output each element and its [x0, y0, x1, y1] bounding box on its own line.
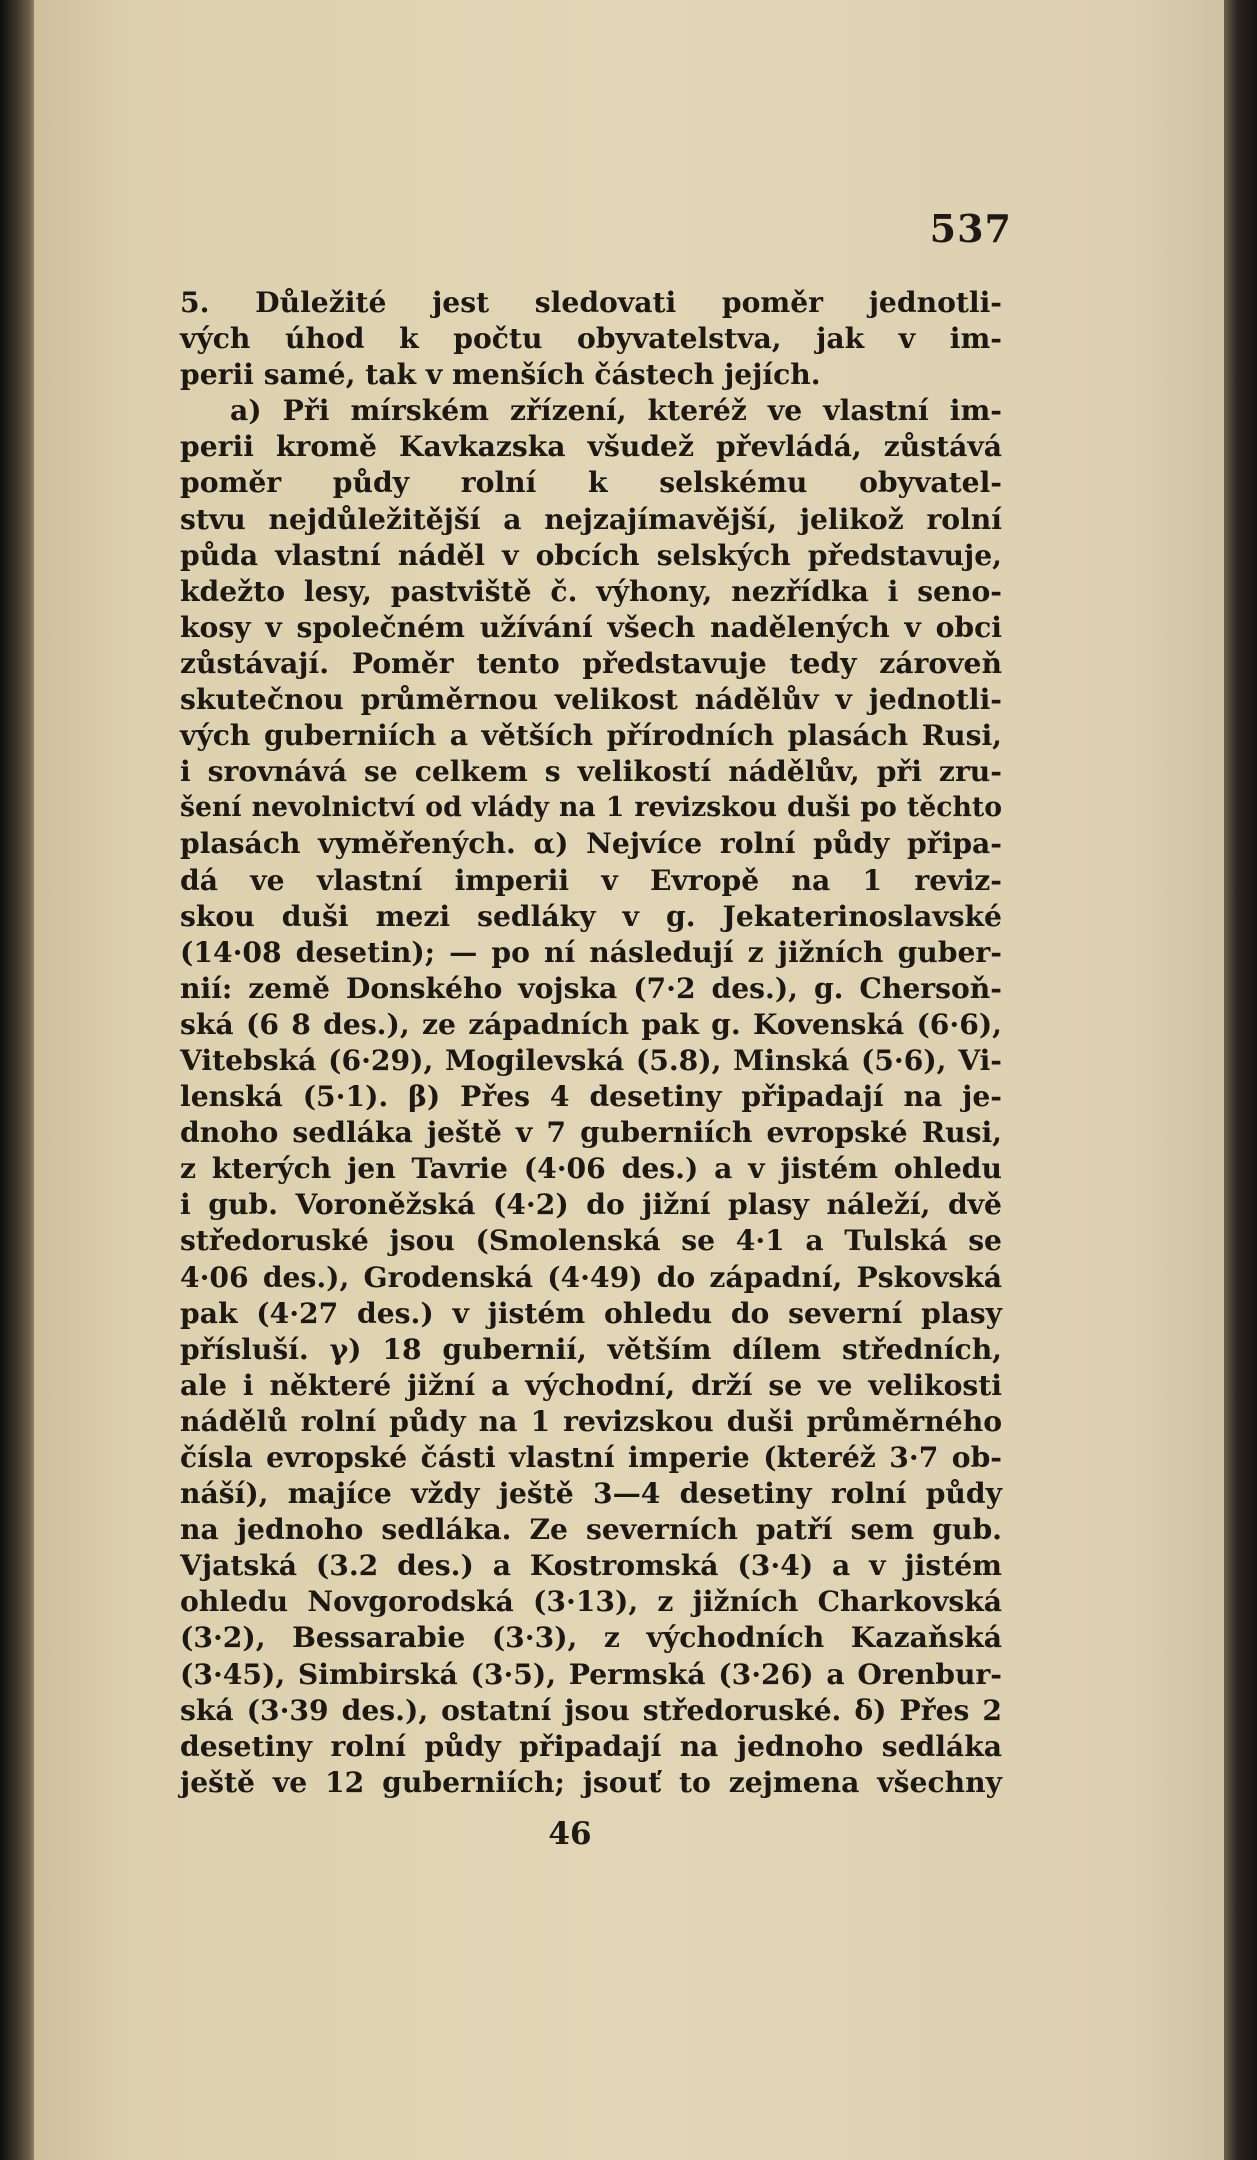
- text-line: středoruské jsou (Smolenská se 4·1 a Tulská se: [180, 1224, 1002, 1258]
- text-line: a) Při mírském zřízení, kteréž ve vlastní im-: [230, 394, 1002, 428]
- page-number: 537: [929, 206, 1012, 251]
- text-line: půda vlastní náděl v obcích selských představuje,: [180, 538, 1002, 572]
- text-line: 4·06 des.), Grodenská (4·49) do západní, Pskovská: [180, 1260, 1002, 1294]
- text-line: kdežto lesy, pastviště č. výhony, nezřídka i seno-: [180, 574, 1002, 608]
- text-line: nádělů rolní půdy na 1 revizskou duši průměrného: [180, 1404, 1002, 1438]
- text-line: z kterých jen Tavrie (4·06 des.) a v jistém ohledu: [180, 1152, 1002, 1186]
- text-line: plasách vyměřených. α) Nejvíce rolní půdy připa-: [180, 827, 1002, 861]
- text-line: perii samé, tak v menších částech jejích.: [180, 358, 821, 392]
- text-line: Vitebská (6·29), Mogilevská (5.8), Minská (5·6), Vi-: [180, 1043, 1002, 1077]
- text-line: stvu nejdůležitější a nejzajímavější, jelikož rolní: [180, 502, 1002, 536]
- text-line: ještě ve 12 guberniích; jsouť to zejmena všechny: [180, 1765, 1002, 1799]
- text-line: Vjatská (3.2 des.) a Kostromská (3·4) a v jistém: [180, 1549, 1002, 1583]
- text-line: přísluší. γ) 18 gubernií, větším dílem středních,: [180, 1332, 1002, 1366]
- text-line: desetiny rolní půdy připadají na jednoho sedláka: [180, 1729, 1002, 1763]
- text-line: vých úhod k počtu obyvatelstva, jak v im-: [180, 322, 1002, 356]
- text-line: dnoho sedláka ještě v 7 guberniích evropské Rusi,: [180, 1116, 1002, 1150]
- text-line: pak (4·27 des.) v jistém ohledu do severní plasy: [180, 1296, 1002, 1330]
- text-line: (3·45), Simbirská (3·5), Permská (3·26) a Orenbur-: [180, 1657, 1002, 1691]
- text-line: skou duši mezi sedláky v g. Jekaterinoslavské: [180, 899, 1002, 933]
- text-line: perii kromě Kavkazska všudež převládá, zůstává: [180, 430, 1002, 464]
- text-line: poměr půdy rolní k selskému obyvatel-: [180, 466, 1002, 500]
- text-line: (14·08 desetin); — po ní následují z jižních guber-: [180, 935, 1002, 969]
- text-line: i srovnává se celkem s velikostí nádělův, při zru-: [180, 755, 1002, 789]
- text-line: i gub. Voroněžská (4·2) do jižní plasy náleží, dvě: [180, 1188, 1002, 1222]
- text-line: náší), majíce vždy ještě 3—4 desetiny rolní půdy: [180, 1477, 1002, 1511]
- text-line: ská (6 8 des.), ze západních pak g. Kovenská (6·6),: [180, 1007, 1002, 1041]
- text-line: lenská (5·1). β) Přes 4 desetiny připadají na je-: [180, 1080, 1002, 1114]
- text-line: (3·2), Bessarabie (3·3), z východních Kazaňská: [180, 1621, 1002, 1655]
- text-line: nií: země Donského vojska (7·2 des.), g. Chersoň-: [180, 971, 1002, 1005]
- text-line: ská (3·39 des.), ostatní jsou středoruské. δ) Přes 2: [180, 1693, 1002, 1727]
- signature-mark: 46: [548, 1816, 592, 1852]
- text-line: skutečnou průměrnou velikost nádělův v jednotli-: [180, 683, 1002, 717]
- text-line: šení nevolnictví od vlády na 1 revizskou duši po těchto: [180, 792, 1002, 824]
- text-line: zůstávají. Poměr tento představuje tedy zároveň: [180, 646, 1002, 680]
- text-line: ohledu Novgorodská (3·13), z jižních Charkovská: [180, 1585, 1002, 1619]
- page-edge-shadow: [1224, 0, 1257, 2160]
- text-line: dá ve vlastní imperii v Evropě na 1 reviz-: [180, 863, 1002, 897]
- text-line: ale i některé jižní a východní, drží se ve velikosti: [180, 1368, 1002, 1402]
- text-line: 5. Důležité jest sledovati poměr jednotli-: [180, 286, 1002, 319]
- body-text: [180, 285, 1002, 1801]
- text-line: vých guberniích a větších přírodních plasách Rusi,: [180, 719, 1002, 753]
- text-line: na jednoho sedláka. Ze severních patří sem gub.: [180, 1513, 1002, 1547]
- text-line: kosy v společném užívání všech nadělených v obci: [180, 610, 1002, 644]
- text-line: čísla evropské části vlastní imperie (kteréž 3·7 ob-: [180, 1441, 1002, 1474]
